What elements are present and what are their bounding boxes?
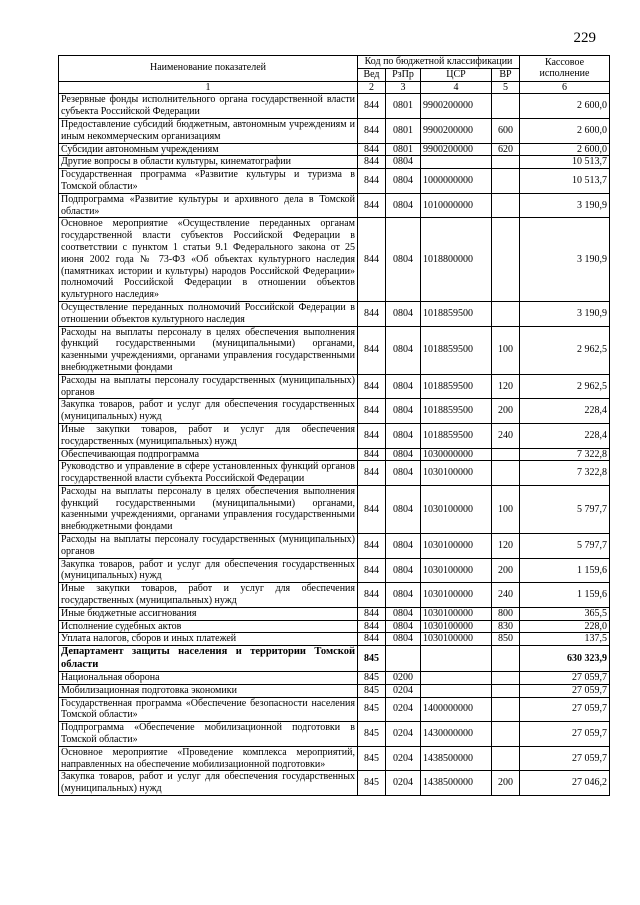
row-ved: 844 bbox=[358, 485, 386, 533]
row-csr: 1030100000 bbox=[421, 558, 492, 583]
row-vr: 120 bbox=[492, 374, 520, 399]
row-amount: 365,5 bbox=[520, 607, 610, 620]
row-rzpr: 0204 bbox=[386, 722, 421, 747]
row-amount: 27 046,2 bbox=[520, 771, 610, 796]
row-ved: 844 bbox=[358, 301, 386, 326]
row-amount: 1 159,6 bbox=[520, 558, 610, 583]
row-amount: 2 962,5 bbox=[520, 326, 610, 374]
row-rzpr: 0204 bbox=[386, 684, 421, 697]
row-vr: 100 bbox=[492, 485, 520, 533]
row-rzpr: 0204 bbox=[386, 697, 421, 722]
row-name: Исполнение судебных актов bbox=[59, 620, 358, 633]
row-amount: 27 059,7 bbox=[520, 684, 610, 697]
row-rzpr: 0804 bbox=[386, 607, 421, 620]
row-vr: 240 bbox=[492, 583, 520, 608]
row-amount: 137,5 bbox=[520, 633, 610, 646]
row-csr: 1018859500 bbox=[421, 423, 492, 448]
row-rzpr: 0204 bbox=[386, 746, 421, 771]
row-name: Государственная программа «Развитие культуры и туризма в Томской области» bbox=[59, 169, 358, 194]
table-row bbox=[59, 193, 610, 218]
row-rzpr: 0804 bbox=[386, 583, 421, 608]
row-rzpr: 0804 bbox=[386, 399, 421, 424]
row-rzpr: 0804 bbox=[386, 448, 421, 461]
row-name: Резервные фонды исполнительного органа государственной власти субъекта Российской Федерации bbox=[59, 94, 358, 119]
row-csr: 1000000000 bbox=[421, 169, 492, 194]
row-vr bbox=[492, 193, 520, 218]
row-rzpr: 0804 bbox=[386, 169, 421, 194]
row-amount: 228,4 bbox=[520, 399, 610, 424]
header-csr: ЦСР bbox=[421, 68, 492, 81]
row-ved: 845 bbox=[358, 722, 386, 747]
row-name: Подпрограмма «Обеспечение мобилизационной подготовки в Томской области» bbox=[59, 722, 358, 747]
row-amount: 630 323,9 bbox=[520, 646, 610, 672]
row-vr: 600 bbox=[492, 118, 520, 143]
table-row bbox=[59, 448, 610, 461]
table-row bbox=[59, 399, 610, 424]
table-row bbox=[59, 423, 610, 448]
row-vr: 830 bbox=[492, 620, 520, 633]
row-csr: 1030000000 bbox=[421, 448, 492, 461]
row-amount: 10 513,7 bbox=[520, 156, 610, 169]
row-name: Предоставление субсидий бюджетным, автономным учреждениям и иным некоммерческим организациям bbox=[59, 118, 358, 143]
row-name: Осуществление переданных полномочий Российской Федерации в отношении объектов культурного наследия bbox=[59, 301, 358, 326]
row-ved: 844 bbox=[358, 218, 386, 302]
row-amount: 228,0 bbox=[520, 620, 610, 633]
row-csr bbox=[421, 646, 492, 672]
table-row bbox=[59, 534, 610, 559]
table-row bbox=[59, 771, 610, 796]
row-ved: 844 bbox=[358, 94, 386, 119]
row-name: Субсидии автономным учреждениям bbox=[59, 143, 358, 156]
row-vr bbox=[492, 697, 520, 722]
row-vr: 100 bbox=[492, 326, 520, 374]
row-vr bbox=[492, 672, 520, 685]
row-name: Закупка товаров, работ и услуг для обеспечения государственных (муниципальных) нужд bbox=[59, 771, 358, 796]
row-name: Расходы на выплаты персоналу государственных (муниципальных) органов bbox=[59, 534, 358, 559]
header-vr: ВР bbox=[492, 68, 520, 81]
row-csr: 1010000000 bbox=[421, 193, 492, 218]
row-name: Расходы на выплаты персоналу государственных (муниципальных) органов bbox=[59, 374, 358, 399]
row-vr bbox=[492, 461, 520, 486]
table-row bbox=[59, 684, 610, 697]
row-rzpr: 0804 bbox=[386, 558, 421, 583]
row-name: Уплата налогов, сборов и иных платежей bbox=[59, 633, 358, 646]
row-ved: 844 bbox=[358, 326, 386, 374]
row-name: Руководство и управление в сфере установленных функций органов государственной власти субъекта Российской Федерации bbox=[59, 461, 358, 486]
row-ved: 844 bbox=[358, 143, 386, 156]
row-name: Другие вопросы в области культуры, кинематографии bbox=[59, 156, 358, 169]
table-row bbox=[59, 607, 610, 620]
row-vr bbox=[492, 722, 520, 747]
row-name: Закупка товаров, работ и услуг для обеспечения государственных (муниципальных) нужд bbox=[59, 558, 358, 583]
row-ved: 845 bbox=[358, 697, 386, 722]
row-vr: 120 bbox=[492, 534, 520, 559]
row-amount: 2 962,5 bbox=[520, 374, 610, 399]
table-row bbox=[59, 301, 610, 326]
row-ved: 845 bbox=[358, 672, 386, 685]
row-csr: 1018859500 bbox=[421, 301, 492, 326]
row-ved: 845 bbox=[358, 684, 386, 697]
table-row bbox=[59, 326, 610, 374]
row-vr: 850 bbox=[492, 633, 520, 646]
row-name: Иные бюджетные ассигнования bbox=[59, 607, 358, 620]
table-row bbox=[59, 558, 610, 583]
row-rzpr: 0204 bbox=[386, 771, 421, 796]
row-name: Расходы на выплаты персоналу в целях обеспечения выполнения функций государственными (муниципальными) органами, казенными учреждениями, органами управления государственными внебюджетными фондами bbox=[59, 485, 358, 533]
row-csr: 1430000000 bbox=[421, 722, 492, 747]
row-rzpr: 0804 bbox=[386, 301, 421, 326]
row-vr bbox=[492, 448, 520, 461]
row-csr: 1018800000 bbox=[421, 218, 492, 302]
table-row bbox=[59, 156, 610, 169]
row-ved: 844 bbox=[358, 607, 386, 620]
row-csr: 1018859500 bbox=[421, 326, 492, 374]
row-rzpr: 0801 bbox=[386, 143, 421, 156]
row-vr: 200 bbox=[492, 558, 520, 583]
row-vr: 620 bbox=[492, 143, 520, 156]
table-row bbox=[59, 461, 610, 486]
row-amount: 7 322,8 bbox=[520, 461, 610, 486]
header-name: Наименование показателей bbox=[59, 56, 358, 82]
row-name: Иные закупки товаров, работ и услуг для обеспечения государственных (муниципальных) нужд bbox=[59, 423, 358, 448]
row-csr: 1438500000 bbox=[421, 771, 492, 796]
row-csr: 1030100000 bbox=[421, 620, 492, 633]
row-name: Подпрограмма «Развитие культуры и архивного дела в Томской области» bbox=[59, 193, 358, 218]
row-csr: 1030100000 bbox=[421, 583, 492, 608]
row-name: Закупка товаров, работ и услуг для обеспечения государственных (муниципальных) нужд bbox=[59, 399, 358, 424]
table-row bbox=[59, 118, 610, 143]
row-csr: 1438500000 bbox=[421, 746, 492, 771]
col-number: 3 bbox=[386, 81, 421, 94]
row-rzpr: 0804 bbox=[386, 218, 421, 302]
col-number: 6 bbox=[520, 81, 610, 94]
row-csr bbox=[421, 684, 492, 697]
header-ved: Вед bbox=[358, 68, 386, 81]
row-amount: 2 600,0 bbox=[520, 118, 610, 143]
col-number: 4 bbox=[421, 81, 492, 94]
header-cash-exec: Кассовое исполнение bbox=[520, 56, 610, 82]
row-amount: 27 059,7 bbox=[520, 722, 610, 747]
table-row bbox=[59, 620, 610, 633]
row-rzpr: 0200 bbox=[386, 672, 421, 685]
row-amount: 3 190,9 bbox=[520, 218, 610, 302]
row-csr: 9900200000 bbox=[421, 94, 492, 119]
header-rzpr: РзПр bbox=[386, 68, 421, 81]
table-row bbox=[59, 697, 610, 722]
row-rzpr: 0804 bbox=[386, 193, 421, 218]
row-rzpr: 0804 bbox=[386, 423, 421, 448]
row-name: Департамент защиты населения и территории Томской области bbox=[59, 646, 358, 672]
row-rzpr: 0801 bbox=[386, 118, 421, 143]
row-csr: 1030100000 bbox=[421, 633, 492, 646]
row-amount: 1 159,6 bbox=[520, 583, 610, 608]
row-amount: 5 797,7 bbox=[520, 485, 610, 533]
row-name: Государственная программа «Обеспечение безопасности населения Томской области» bbox=[59, 697, 358, 722]
row-amount: 2 600,0 bbox=[520, 143, 610, 156]
row-amount: 27 059,7 bbox=[520, 672, 610, 685]
row-vr bbox=[492, 169, 520, 194]
page-number: 229 bbox=[573, 30, 596, 46]
row-rzpr: 0804 bbox=[386, 633, 421, 646]
row-csr: 1018859500 bbox=[421, 399, 492, 424]
row-ved: 844 bbox=[358, 118, 386, 143]
row-csr: 1030100000 bbox=[421, 461, 492, 486]
row-amount: 228,4 bbox=[520, 423, 610, 448]
row-name: Мобилизационная подготовка экономики bbox=[59, 684, 358, 697]
table-row bbox=[59, 746, 610, 771]
row-vr: 240 bbox=[492, 423, 520, 448]
row-rzpr bbox=[386, 646, 421, 672]
row-csr: 1030100000 bbox=[421, 485, 492, 533]
row-name: Иные закупки товаров, работ и услуг для обеспечения государственных (муниципальных) нужд bbox=[59, 583, 358, 608]
table-row bbox=[59, 672, 610, 685]
row-vr bbox=[492, 156, 520, 169]
budget-table bbox=[58, 55, 610, 796]
row-ved: 844 bbox=[358, 461, 386, 486]
row-ved: 844 bbox=[358, 193, 386, 218]
row-csr: 9900200000 bbox=[421, 143, 492, 156]
row-name: Национальная оборона bbox=[59, 672, 358, 685]
row-vr bbox=[492, 218, 520, 302]
row-vr bbox=[492, 746, 520, 771]
row-ved: 844 bbox=[358, 448, 386, 461]
row-rzpr: 0804 bbox=[386, 461, 421, 486]
row-amount: 3 190,9 bbox=[520, 301, 610, 326]
row-vr: 800 bbox=[492, 607, 520, 620]
table-row bbox=[59, 94, 610, 119]
row-csr: 1018859500 bbox=[421, 374, 492, 399]
row-ved: 844 bbox=[358, 534, 386, 559]
col-number: 1 bbox=[59, 81, 358, 94]
header-row-1 bbox=[59, 56, 610, 69]
row-name: Обеспечивающая подпрограмма bbox=[59, 448, 358, 461]
row-ved: 844 bbox=[358, 399, 386, 424]
row-rzpr: 0804 bbox=[386, 374, 421, 399]
row-csr: 9900200000 bbox=[421, 118, 492, 143]
row-amount: 27 059,7 bbox=[520, 746, 610, 771]
row-rzpr: 0804 bbox=[386, 156, 421, 169]
row-vr: 200 bbox=[492, 399, 520, 424]
col-number: 2 bbox=[358, 81, 386, 94]
row-csr bbox=[421, 156, 492, 169]
col-number: 5 bbox=[492, 81, 520, 94]
row-csr: 1030100000 bbox=[421, 534, 492, 559]
row-vr: 200 bbox=[492, 771, 520, 796]
row-rzpr: 0804 bbox=[386, 326, 421, 374]
row-amount: 3 190,9 bbox=[520, 193, 610, 218]
row-vr bbox=[492, 301, 520, 326]
row-rzpr: 0804 bbox=[386, 534, 421, 559]
row-csr bbox=[421, 672, 492, 685]
row-ved: 844 bbox=[358, 156, 386, 169]
row-ved: 844 bbox=[358, 620, 386, 633]
row-ved: 845 bbox=[358, 646, 386, 672]
table-row bbox=[59, 169, 610, 194]
table-row bbox=[59, 218, 610, 302]
row-amount: 5 797,7 bbox=[520, 534, 610, 559]
table-row bbox=[59, 485, 610, 533]
header-col-numbers bbox=[59, 81, 610, 94]
row-ved: 845 bbox=[358, 746, 386, 771]
row-rzpr: 0801 bbox=[386, 94, 421, 119]
row-ved: 844 bbox=[358, 583, 386, 608]
row-vr bbox=[492, 646, 520, 672]
row-name: Основное мероприятие «Осуществление переданных органам государственной власти субъектов Российской Федерации в соответствии с пунктом 1 статьи 9.1 Федерального закона от 25 июня 2002 года № 73-ФЗ «Об объектах культурного наследия (памятниках истории и культуры) народов Российской Федерации» полномочий Российской Федерации в отношении объектов культурного наследия» bbox=[59, 218, 358, 302]
table-row bbox=[59, 633, 610, 646]
row-rzpr: 0804 bbox=[386, 620, 421, 633]
row-ved: 844 bbox=[358, 558, 386, 583]
row-rzpr: 0804 bbox=[386, 485, 421, 533]
row-amount: 2 600,0 bbox=[520, 94, 610, 119]
row-ved: 844 bbox=[358, 633, 386, 646]
row-amount: 27 059,7 bbox=[520, 697, 610, 722]
row-vr bbox=[492, 94, 520, 119]
row-vr bbox=[492, 684, 520, 697]
table-row bbox=[59, 583, 610, 608]
row-ved: 844 bbox=[358, 169, 386, 194]
row-name: Основное мероприятие «Проведение комплекса мероприятий, направленных на обеспечение мобилизационной подготовки» bbox=[59, 746, 358, 771]
table-row bbox=[59, 722, 610, 747]
row-csr: 1400000000 bbox=[421, 697, 492, 722]
table-row bbox=[59, 374, 610, 399]
table-row bbox=[59, 143, 610, 156]
row-ved: 844 bbox=[358, 423, 386, 448]
row-amount: 10 513,7 bbox=[520, 169, 610, 194]
header-code-group: Код по бюджетной классификации bbox=[358, 56, 520, 69]
row-csr: 1030100000 bbox=[421, 607, 492, 620]
row-amount: 7 322,8 bbox=[520, 448, 610, 461]
row-name: Расходы на выплаты персоналу в целях обеспечения выполнения функций государственными (муниципальными) органами, казенными учреждениями, органами управления государственными внебюджетными фондами bbox=[59, 326, 358, 374]
table-row bbox=[59, 646, 610, 672]
row-ved: 845 bbox=[358, 771, 386, 796]
row-ved: 844 bbox=[358, 374, 386, 399]
table-body bbox=[59, 94, 610, 796]
